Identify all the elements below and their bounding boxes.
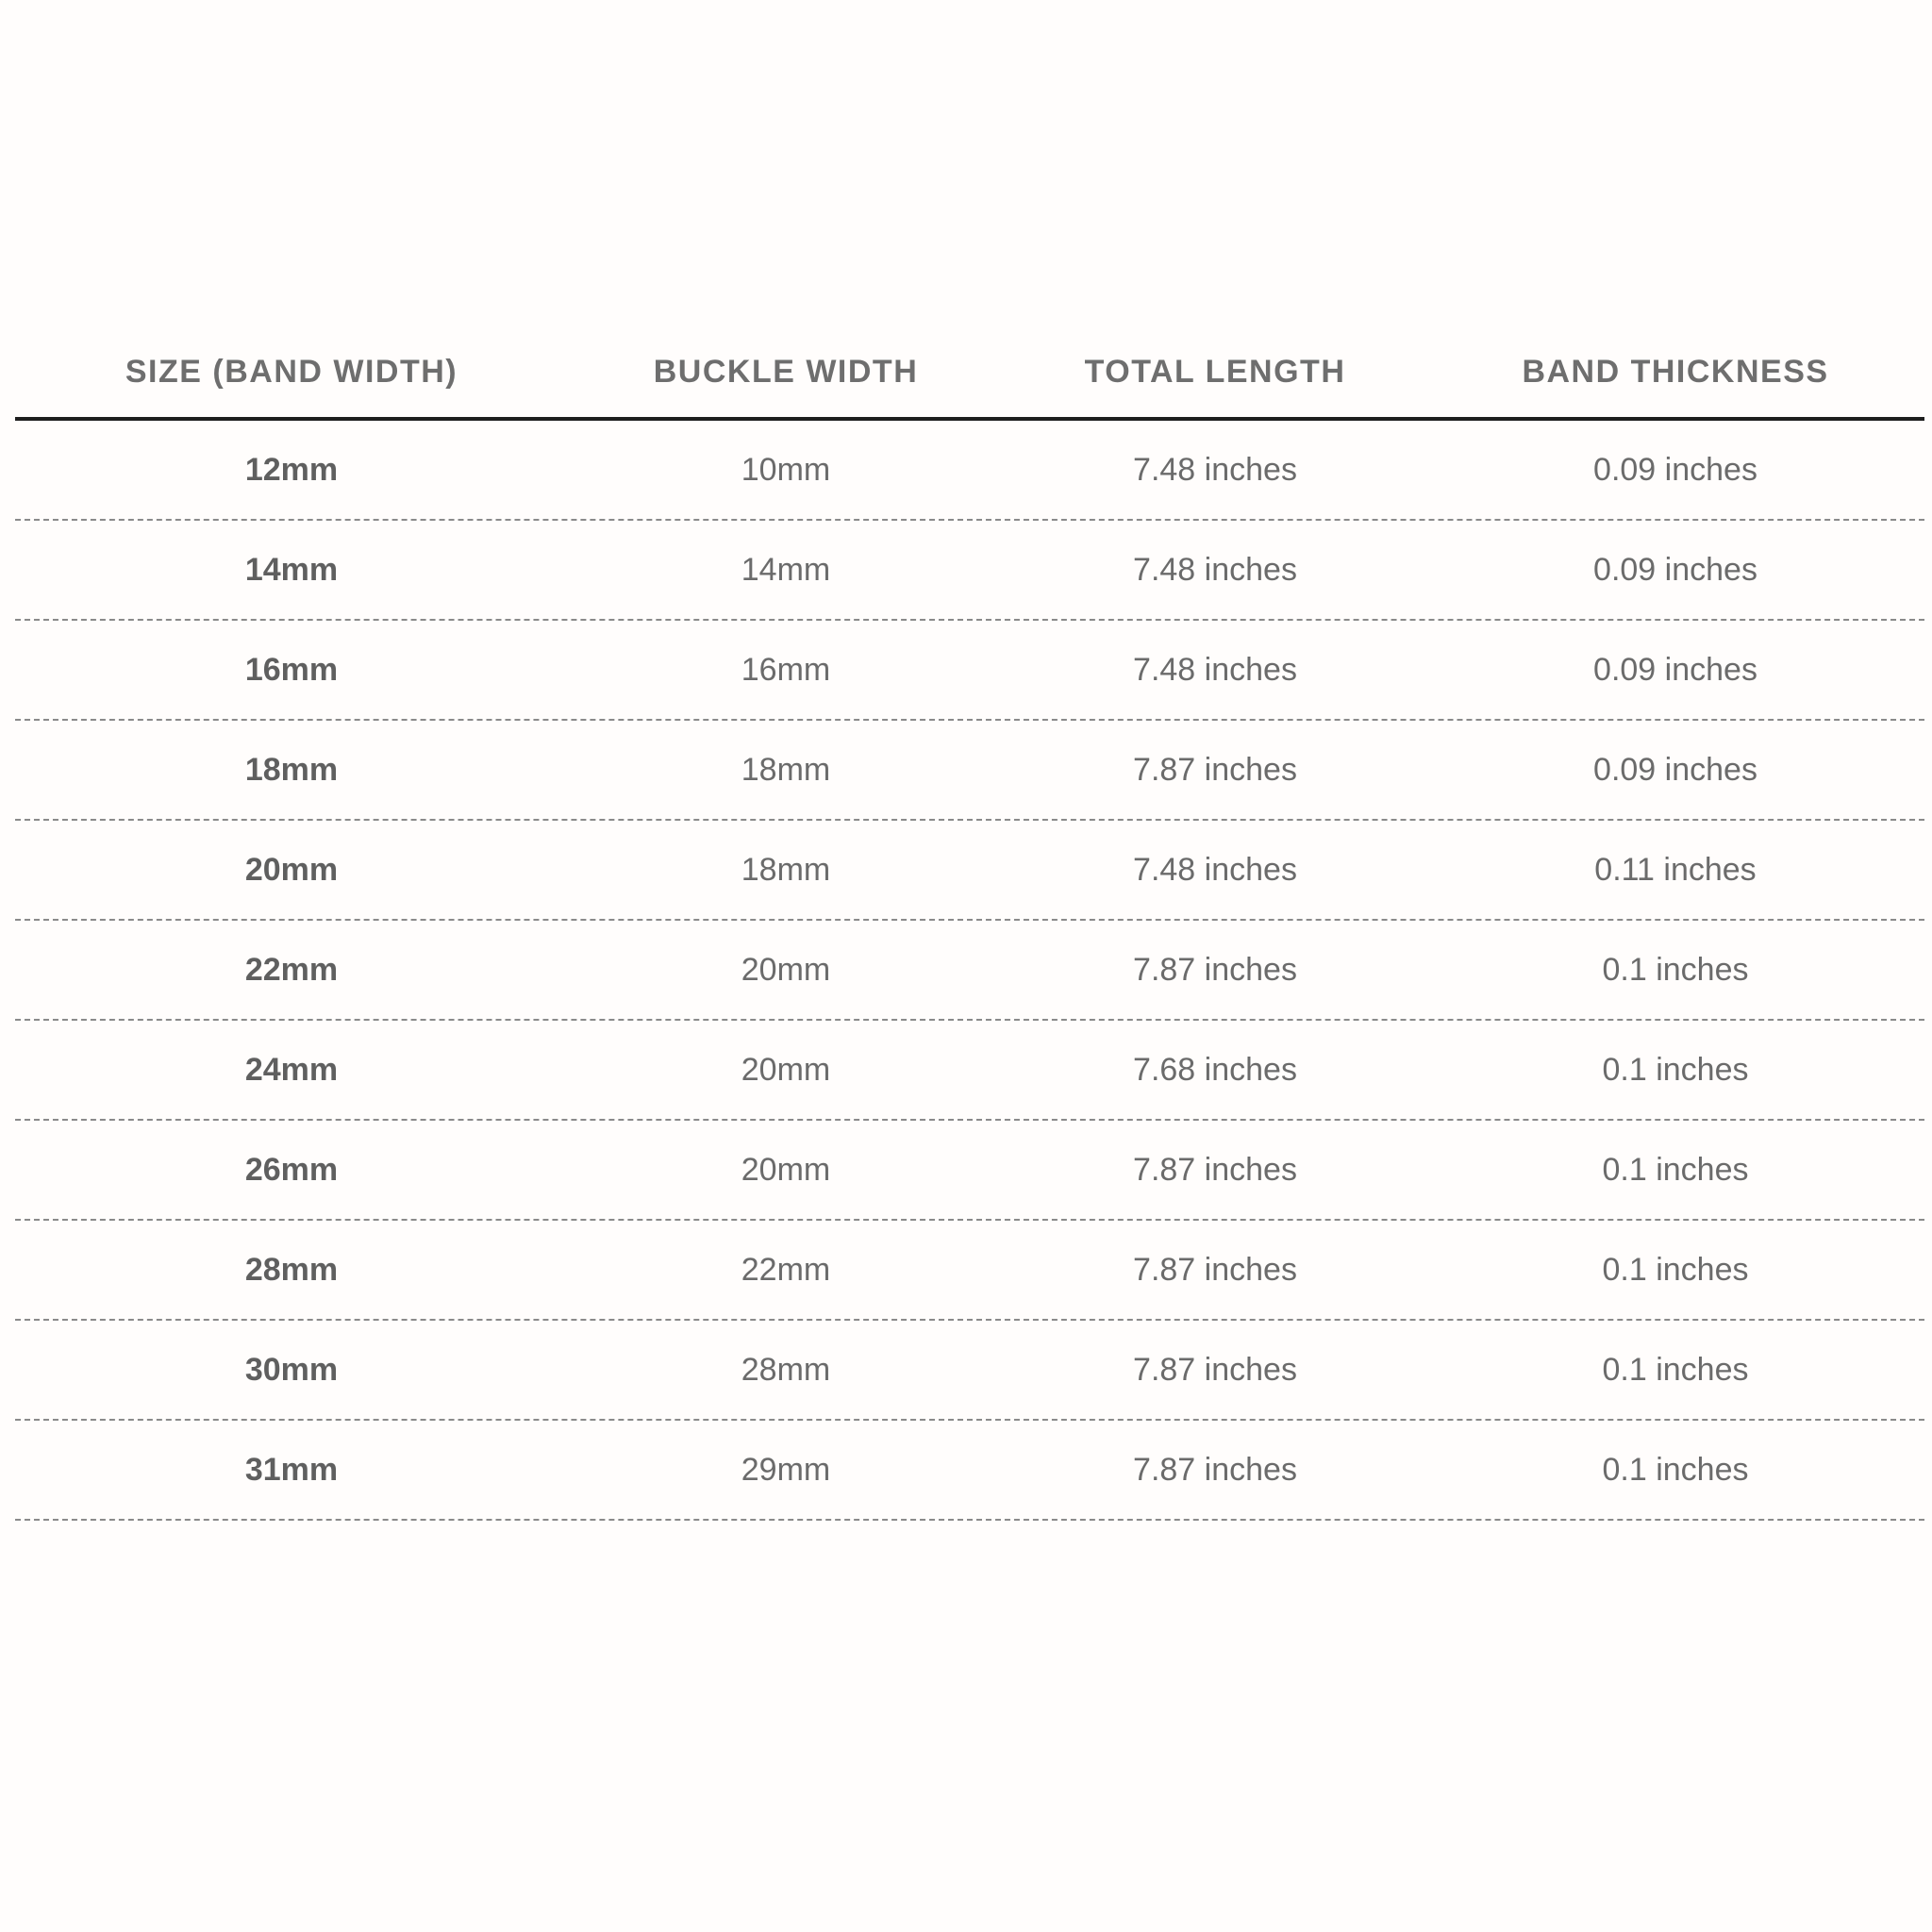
cell-total-length: 7.48 inches bbox=[1133, 551, 1297, 588]
cell-size: 20mm bbox=[244, 851, 339, 888]
cell-total-length: 7.87 inches bbox=[1133, 1251, 1297, 1288]
table-row bbox=[15, 821, 1924, 921]
cell-size: 18mm bbox=[244, 751, 339, 788]
cell-total-length: 7.48 inches bbox=[1133, 451, 1297, 488]
cell-total-length: 7.68 inches bbox=[1133, 1051, 1297, 1088]
cell-total-length: 7.87 inches bbox=[1133, 1451, 1297, 1488]
cell-total-length: 7.87 inches bbox=[1133, 1351, 1297, 1388]
cell-band-thickness: 0.1 inches bbox=[1602, 1451, 1749, 1488]
header-total-length: TOTAL LENGTH bbox=[1084, 353, 1346, 390]
table-row bbox=[15, 521, 1924, 621]
cell-buckle-width: 18mm bbox=[741, 851, 831, 888]
cell-buckle-width: 14mm bbox=[741, 551, 831, 588]
header-band-thickness: BAND THICKNESS bbox=[1522, 353, 1829, 390]
cell-size: 31mm bbox=[244, 1451, 339, 1488]
table-row bbox=[15, 1321, 1924, 1421]
cell-band-thickness: 0.1 inches bbox=[1602, 951, 1749, 988]
cell-buckle-width: 29mm bbox=[741, 1451, 831, 1488]
cell-buckle-width: 20mm bbox=[741, 1051, 831, 1088]
cell-buckle-width: 20mm bbox=[741, 951, 831, 988]
cell-band-thickness: 0.1 inches bbox=[1602, 1251, 1749, 1288]
table-row bbox=[15, 621, 1924, 721]
cell-total-length: 7.48 inches bbox=[1133, 651, 1297, 688]
cell-band-thickness: 0.1 inches bbox=[1602, 1151, 1749, 1188]
table-row bbox=[15, 1421, 1924, 1521]
cell-band-thickness: 0.11 inches bbox=[1594, 851, 1757, 888]
cell-total-length: 7.87 inches bbox=[1133, 751, 1297, 788]
cell-band-thickness: 0.09 inches bbox=[1593, 651, 1757, 688]
cell-size: 12mm bbox=[244, 451, 339, 488]
cell-band-thickness: 0.1 inches bbox=[1602, 1351, 1749, 1388]
table-row bbox=[15, 921, 1924, 1021]
table-header-row bbox=[15, 317, 1924, 421]
cell-size: 22mm bbox=[244, 951, 339, 988]
cell-size: 28mm bbox=[244, 1251, 339, 1288]
cell-total-length: 7.87 inches bbox=[1133, 1151, 1297, 1188]
cell-size: 24mm bbox=[244, 1051, 339, 1088]
header-size-band-width: SIZE (BAND WIDTH) bbox=[125, 353, 458, 390]
table-row bbox=[15, 1121, 1924, 1221]
header-buckle-width: BUCKLE WIDTH bbox=[653, 353, 919, 390]
cell-buckle-width: 22mm bbox=[741, 1251, 831, 1288]
cell-band-thickness: 0.09 inches bbox=[1593, 451, 1757, 488]
cell-size: 30mm bbox=[244, 1351, 339, 1388]
cell-buckle-width: 16mm bbox=[741, 651, 831, 688]
table-row bbox=[15, 1021, 1924, 1121]
table-row bbox=[15, 721, 1924, 821]
cell-size: 14mm bbox=[244, 551, 339, 588]
cell-band-thickness: 0.09 inches bbox=[1593, 551, 1757, 588]
cell-buckle-width: 18mm bbox=[741, 751, 831, 788]
cell-total-length: 7.87 inches bbox=[1133, 951, 1297, 988]
table-row bbox=[15, 421, 1924, 521]
cell-buckle-width: 28mm bbox=[741, 1351, 831, 1388]
cell-size: 16mm bbox=[244, 651, 339, 688]
cell-total-length: 7.48 inches bbox=[1133, 851, 1297, 888]
cell-buckle-width: 10mm bbox=[741, 451, 831, 488]
cell-band-thickness: 0.1 inches bbox=[1602, 1051, 1749, 1088]
size-chart-table bbox=[15, 317, 1924, 1521]
table-row bbox=[15, 1221, 1924, 1321]
cell-buckle-width: 20mm bbox=[741, 1151, 831, 1188]
cell-band-thickness: 0.09 inches bbox=[1593, 751, 1757, 788]
cell-size: 26mm bbox=[244, 1151, 339, 1188]
